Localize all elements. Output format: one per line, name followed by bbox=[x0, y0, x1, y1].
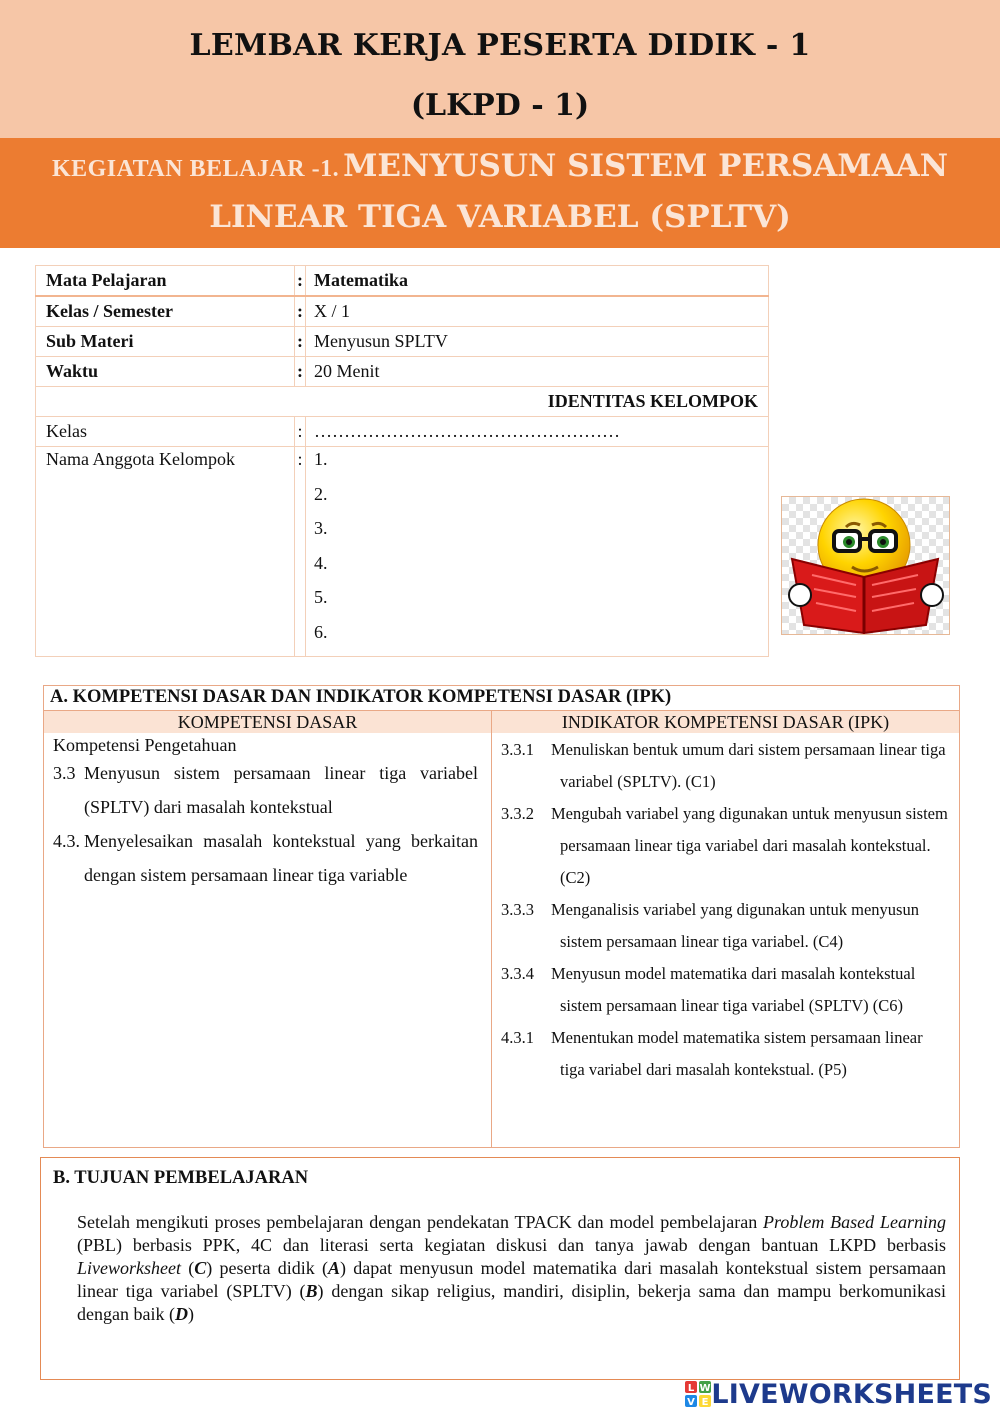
ipk-number: 4.3.1 bbox=[501, 1028, 534, 1047]
kd-column bbox=[53, 734, 478, 892]
kd-item bbox=[53, 824, 478, 892]
ipk-text: Menuliskan bentuk umum dari sistem persamaan linear tiga variabel (SPLTV). (C1) bbox=[551, 740, 946, 791]
objective-text: Setelah mengikuti proses pembelajaran dengan pendekatan TPACK dan model pembelajaran bbox=[77, 1212, 764, 1232]
ipk-item bbox=[501, 958, 951, 1022]
section-b-learning-objectives bbox=[40, 1157, 960, 1380]
liveworksheets-logo[interactable] bbox=[685, 1378, 992, 1410]
learning-objective-paragraph bbox=[77, 1211, 946, 1326]
activity-title-part1: MENYUSUN SISTEM PERSAMAAN bbox=[343, 148, 949, 184]
identity-label: Mata Pelajaran bbox=[36, 266, 295, 297]
activity-heading-line1 bbox=[0, 148, 1000, 184]
objective-text: ( bbox=[180, 1258, 195, 1278]
ipk-number: 3.3.3 bbox=[501, 900, 534, 919]
liveworksheets-logo-icon bbox=[685, 1381, 711, 1407]
section-a-competency bbox=[43, 685, 960, 1148]
objective-text: ) bbox=[187, 1304, 194, 1324]
identity-label: Kelas / Semester bbox=[36, 296, 295, 327]
ipk-number: 3.3.1 bbox=[501, 740, 534, 759]
kd-number: 4.3. bbox=[53, 831, 80, 851]
objective-text: ) dengan sikap religius, mandiri, disiplin, bekerja sama dan mampu berkomunikasi dengan baik ( bbox=[77, 1281, 946, 1324]
objective-marker-a: A bbox=[327, 1258, 340, 1278]
kelas-label: Kelas bbox=[36, 417, 295, 447]
kelas-field[interactable]: …………………………………………… bbox=[306, 417, 769, 447]
identity-label: Sub Materi bbox=[36, 327, 295, 357]
identity-value: Menyusun SPLTV bbox=[306, 327, 769, 357]
identity-row bbox=[36, 357, 769, 387]
logo-letter-v: V bbox=[687, 1397, 696, 1407]
liveworksheets-logo-text: LIVEWORKSHEETS bbox=[711, 1378, 992, 1410]
member-slot-5[interactable]: 5. bbox=[314, 587, 328, 607]
activity-title-part2: LINEAR TIGA VARIABEL (SPLTV) bbox=[209, 199, 791, 235]
header-title-band bbox=[0, 0, 1000, 138]
ipk-text: Menyusun model matematika dari masalah kontekstual sistem persamaan linear tiga variabel (SPLTV) (C6) bbox=[551, 964, 916, 1015]
ipk-item bbox=[501, 734, 951, 798]
identity-table bbox=[35, 265, 769, 657]
group-identity-header: IDENTITAS KELOMPOK bbox=[36, 387, 769, 417]
kd-item bbox=[53, 756, 478, 824]
ipk-text: Mengubah variabel yang digunakan untuk menyusun sistem persamaan linear tiga variabel dari masalah kontekstual. (C2) bbox=[551, 804, 948, 887]
ipk-item bbox=[501, 1022, 951, 1086]
section-a-column-headers bbox=[44, 710, 959, 733]
identity-row bbox=[36, 266, 769, 297]
ipk-number: 3.3.4 bbox=[501, 964, 534, 983]
identity-row bbox=[36, 327, 769, 357]
kd-number: 3.3 bbox=[53, 763, 76, 783]
ipk-text: Menganalisis variabel yang digunakan untuk menyusun sistem persamaan linear tiga variabel. (C4) bbox=[551, 900, 919, 951]
section-a-title: A. KOMPETENSI DASAR DAN INDIKATOR KOMPETENSI DASAR (IPK) bbox=[50, 687, 672, 707]
page-title: LEMBAR KERJA PESERTA DIDIK - 1 bbox=[189, 28, 811, 63]
members-row bbox=[36, 447, 769, 657]
kelas-row bbox=[36, 417, 769, 447]
objective-text: ) peserta didik ( bbox=[206, 1258, 328, 1278]
members-list bbox=[314, 449, 760, 656]
member-slot-1[interactable]: 1. bbox=[314, 449, 328, 469]
identity-value: Matematika bbox=[306, 266, 769, 297]
kd-heading: Kompetensi Pengetahuan bbox=[53, 735, 237, 755]
ipk-item bbox=[501, 894, 951, 958]
colon: : bbox=[295, 417, 306, 447]
ipk-column bbox=[501, 734, 951, 1086]
colon: : bbox=[295, 447, 306, 657]
objective-marker-c: C bbox=[194, 1258, 207, 1278]
ipk-column-header: INDIKATOR KOMPETENSI DASAR (IPK) bbox=[561, 712, 890, 732]
identity-value: 20 Menit bbox=[306, 357, 769, 387]
kd-column-header: KOMPETENSI DASAR bbox=[177, 712, 358, 732]
section-b-title: B. TUJUAN PEMBELAJARAN bbox=[53, 1168, 309, 1188]
ipk-number: 3.3.2 bbox=[501, 804, 534, 823]
objective-text: (PBL) berbasis PPK, 4C dan literasi serta kegiatan diskusi dan tanya jawab dengan bantuan LKPD berbasis bbox=[77, 1235, 946, 1255]
members-label: Nama Anggota Kelompok bbox=[36, 447, 295, 657]
kd-text: Menyelesaikan masalah kontekstual yang berkaitan dengan sistem persamaan linear tiga variable bbox=[84, 831, 478, 885]
member-slot-4[interactable]: 4. bbox=[314, 552, 328, 573]
objective-text: ) dapat menyusun model matematika dari masalah kontekstual sistem persamaan linear tiga variabel (SPLTV) ( bbox=[77, 1258, 947, 1301]
objective-liveworksheet-term: Liveworksheet bbox=[77, 1258, 181, 1278]
identity-label: Waktu bbox=[36, 357, 295, 387]
objective-marker-d: D bbox=[174, 1304, 188, 1324]
member-slot-2[interactable]: 2. bbox=[314, 483, 328, 504]
identity-row bbox=[36, 296, 769, 327]
ipk-item bbox=[501, 798, 951, 894]
colon: : bbox=[295, 296, 306, 327]
page-subtitle: (LKPD - 1) bbox=[410, 88, 590, 123]
member-slot-6[interactable]: 6. bbox=[314, 621, 328, 642]
objective-marker-b: B bbox=[305, 1281, 318, 1301]
logo-letter-l: L bbox=[688, 1383, 695, 1394]
logo-letter-e: E bbox=[701, 1397, 709, 1407]
member-slot-3[interactable]: 3. bbox=[314, 518, 328, 538]
reading-emoji-icon bbox=[782, 497, 949, 634]
members-list-cell bbox=[306, 447, 769, 657]
identity-value: X / 1 bbox=[306, 296, 769, 327]
group-identity-header-row bbox=[36, 387, 769, 417]
activity-prefix: KEGIATAN BELAJAR -1. bbox=[51, 156, 340, 182]
kd-text: Menyusun sistem persamaan linear tiga variabel (SPLTV) dari masalah kontekstual bbox=[84, 763, 478, 817]
ipk-text: Menentukan model matematika sistem persamaan linear tiga variabel dari masalah kontekstual. (P5) bbox=[551, 1028, 923, 1079]
colon: : bbox=[295, 266, 306, 297]
logo-letter-w: W bbox=[699, 1383, 711, 1394]
activity-band bbox=[0, 138, 1000, 248]
colon: : bbox=[295, 327, 306, 357]
column-divider bbox=[491, 710, 492, 1147]
colon: : bbox=[295, 357, 306, 387]
objective-pbl-term: Problem Based Learning bbox=[763, 1212, 946, 1232]
reading-emoji-illustration bbox=[781, 496, 950, 635]
